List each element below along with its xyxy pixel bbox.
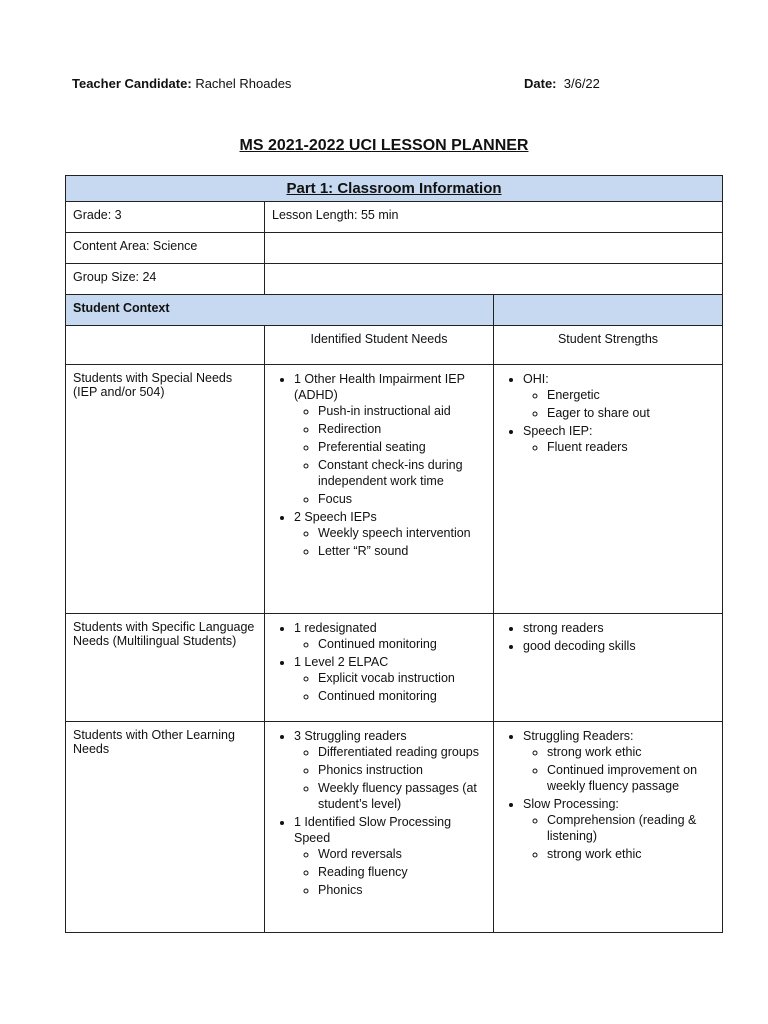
list-item [523, 620, 715, 636]
list-item-text: Slow Processing: [523, 797, 619, 811]
teacher-candidate-label: Teacher Candidate: [72, 76, 192, 91]
teacher-candidate-name: Rachel Rhoades [195, 76, 292, 91]
list-item [294, 728, 486, 812]
bullet-list [501, 728, 715, 862]
list-item-text: 1 Level 2 ELPAC [294, 655, 389, 669]
list-item-text: Speech IEP: [523, 424, 593, 438]
special-needs-row [66, 365, 723, 614]
part1-heading: Part 1: Classroom Information [66, 176, 723, 202]
list-item [523, 423, 715, 455]
list-item [294, 509, 486, 559]
sub-list-item: ◦ Comprehension (reading & listening) [547, 812, 715, 844]
sub-list-item: ◦ strong work ethic [547, 846, 715, 862]
bullet-list [501, 371, 715, 455]
sub-list-item: ◦ Weekly fluency passages (at student’s level) [318, 780, 486, 812]
sub-bullet-list [523, 812, 715, 862]
sub-list-item: ◦ Weekly speech intervention [318, 525, 486, 541]
sub-bullet-list [523, 744, 715, 794]
sub-list-item: ◦ Redirection [318, 421, 486, 437]
list-item [523, 796, 715, 862]
content-area-cell: Content Area: Science [66, 233, 265, 264]
sub-bullet-list [523, 387, 715, 421]
date-line [524, 76, 600, 91]
list-item-text: 2 Speech IEPs [294, 510, 377, 524]
needs-column-header: Identified Student Needs [265, 326, 494, 365]
bullet-list [501, 620, 715, 654]
sub-list-item: ◦ strong work ethic [547, 744, 715, 760]
sub-list-item: ◦ Fluent readers [547, 439, 715, 455]
student-context-heading: Student Context [66, 295, 494, 326]
strengths-cell [494, 722, 723, 933]
list-item [294, 814, 486, 898]
bullet-list [272, 728, 486, 898]
strengths-cell [494, 614, 723, 722]
sub-list-item: ◦ Continued improvement on weekly fluency passage [547, 762, 715, 794]
sub-bullet-list [294, 403, 486, 507]
sub-bullet-list [294, 744, 486, 812]
strengths-cell [494, 365, 723, 614]
sub-bullet-list [294, 525, 486, 559]
sub-list-item: ◦ Constant check-ins during independent work time [318, 457, 486, 489]
list-item-text: 1 Other Health Impairment IEP (ADHD) [294, 372, 465, 402]
list-item-text: Struggling Readers: [523, 729, 634, 743]
sub-list-item: ◦ Explicit vocab instruction [318, 670, 486, 686]
empty-cell [265, 233, 723, 264]
list-item [294, 620, 486, 652]
sub-list-item: ◦ Continued monitoring [318, 636, 486, 652]
list-item [523, 638, 715, 654]
empty-cell [494, 295, 723, 326]
list-item [523, 371, 715, 421]
sub-list-item: ◦ Eager to share out [547, 405, 715, 421]
strengths-column-header: Student Strengths [494, 326, 723, 365]
lesson-length-cell: Lesson Length: 55 min [265, 202, 723, 233]
list-item-text: 1 redesignated [294, 621, 377, 635]
list-item-text: good decoding skills [523, 639, 636, 653]
other-learning-needs-row [66, 722, 723, 933]
date-label: Date: [524, 76, 557, 91]
row-label: Students with Special Needs (IEP and/or 504) [66, 365, 265, 614]
sub-list-item: ◦ Reading fluency [318, 864, 486, 880]
list-item [294, 654, 486, 704]
list-item [294, 371, 486, 507]
sub-list-item: ◦ Phonics instruction [318, 762, 486, 778]
row-label: Students with Other Learning Needs [66, 722, 265, 933]
list-item [523, 728, 715, 794]
sub-list-item: ◦ Preferential seating [318, 439, 486, 455]
sub-list-item: ◦ Continued monitoring [318, 688, 486, 704]
list-item-text: OHI: [523, 372, 549, 386]
sub-list-item: ◦ Phonics [318, 882, 486, 898]
row-label: Students with Specific Language Needs (Multilingual Students) [66, 614, 265, 722]
sub-bullet-list [523, 439, 715, 455]
grade-cell: Grade: 3 [66, 202, 265, 233]
sub-list-item: ◦ Letter “R” sound [318, 543, 486, 559]
bullet-list [272, 620, 486, 704]
list-item-text: 1 Identified Slow Processing Speed [294, 815, 452, 845]
needs-cell [265, 722, 494, 933]
empty-cell [66, 326, 265, 365]
sub-list-item: ◦ Focus [318, 491, 486, 507]
sub-list-item: ◦ Differentiated reading groups [318, 744, 486, 760]
sub-list-item: ◦ Word reversals [318, 846, 486, 862]
date-value: 3/6/22 [563, 76, 600, 91]
needs-cell [265, 365, 494, 614]
sub-list-item: ◦ Energetic [547, 387, 715, 403]
group-size-cell: Group Size: 24 [66, 264, 265, 295]
bullet-list [272, 371, 486, 559]
empty-cell [265, 264, 723, 295]
list-item-text: strong readers [523, 621, 604, 635]
sub-bullet-list [294, 636, 486, 652]
sub-list-item: ◦ Push-in instructional aid [318, 403, 486, 419]
sub-bullet-list [294, 670, 486, 704]
classroom-info-table [65, 175, 723, 933]
needs-cell [265, 614, 494, 722]
document-title: MS 2021-2022 UCI LESSON PLANNER [239, 137, 529, 154]
language-needs-row [66, 614, 723, 722]
sub-bullet-list [294, 846, 486, 898]
teacher-candidate-line [72, 76, 291, 91]
list-item-text: 3 Struggling readers [294, 729, 407, 743]
